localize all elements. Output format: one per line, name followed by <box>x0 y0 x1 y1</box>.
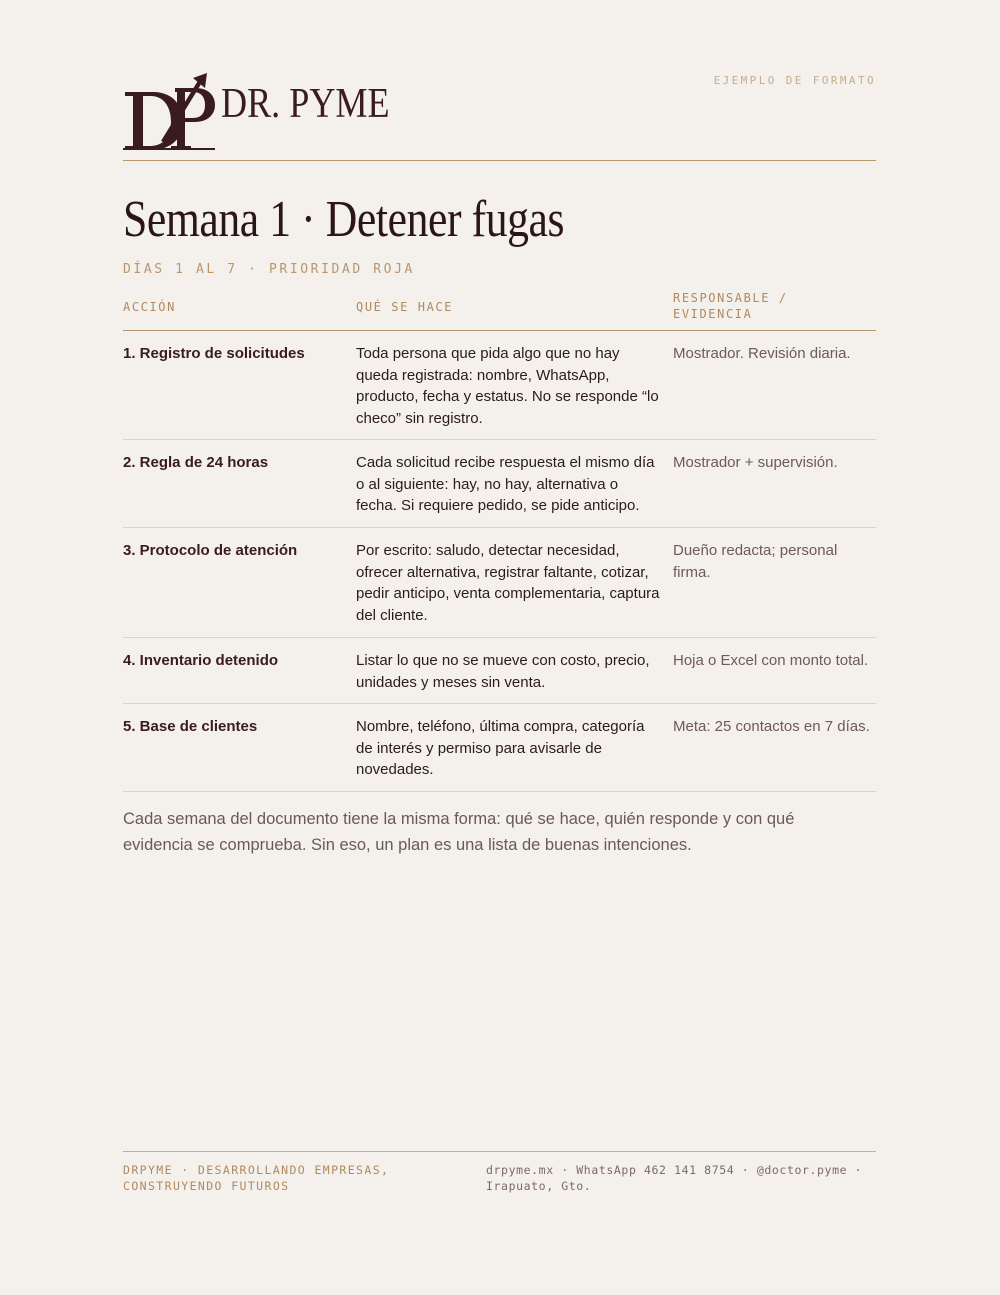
row-action: 4. Inventario detenido <box>123 652 279 669</box>
table-row <box>123 528 876 638</box>
column-header-what: QUÉ SE HACE <box>356 300 454 314</box>
row-owner: Hoja o Excel con monto total. <box>673 652 869 669</box>
row-what: Toda persona que pida algo que no hay queda registrada: nombre, WhatsApp, producto, fecha y estatus. No se responde “lo checo” sin registro. <box>356 345 659 427</box>
row-owner: Dueño redacta; personal firma. <box>673 542 838 581</box>
document-header <box>123 70 876 161</box>
footer-tagline: DRPYME · DESARROLLANDO EMPRESAS, CONSTRUYENDO FUTUROS <box>123 1163 390 1193</box>
format-tag: EJEMPLO DE FORMATO <box>713 74 876 87</box>
row-action: 3. Protocolo de atención <box>123 542 298 559</box>
row-owner: Mostrador. Revisión diaria. <box>673 345 851 362</box>
document-footer <box>123 1151 876 1193</box>
column-header-owner: RESPONSABLE / EVIDENCIA <box>673 291 788 321</box>
page-title: Semana 1 · Detener fugas <box>123 191 565 248</box>
row-what: Cada solicitud recibe respuesta el mismo día o al siguiente: hay, no hay, alternativa o fecha. Si requiere pedido, se pide anticipo. <box>356 454 655 514</box>
row-owner: Meta: 25 contactos en 7 días. <box>673 718 870 735</box>
row-action: 1. Registro de solicitudes <box>123 345 305 362</box>
closing-note: Cada semana del documento tiene la misma forma: qué se hace, quién responde y con qué evidencia se comprueba. Sin eso, un plan es una lista de buenas intenciones. <box>123 810 795 854</box>
row-action: 2. Regla de 24 horas <box>123 454 269 471</box>
dp-monogram-arrow-logo <box>123 72 215 150</box>
footer-contact: drpyme.mx · WhatsApp 462 141 8754 · @doctor.pyme · Irapuato, Gto. <box>486 1163 863 1193</box>
row-what: Por escrito: saludo, detectar necesidad, ofrecer alternativa, registrar faltante, cotizar, pedir anticipo, venta complementaria, captura del cliente. <box>356 542 660 624</box>
action-table <box>123 288 876 792</box>
document-page <box>123 0 876 1295</box>
table-row <box>123 331 876 440</box>
table-header <box>123 288 876 331</box>
row-action: 5. Base de clientes <box>123 718 258 735</box>
row-what: Listar lo que no se mueve con costo, precio, unidades y meses sin venta. <box>356 652 650 691</box>
column-header-action: ACCIÓN <box>123 300 176 314</box>
row-what: Nombre, teléfono, última compra, categoría de interés y permiso para avisarle de novedades. <box>356 718 645 778</box>
page-subtitle: DÍAS 1 AL 7 · PRIORIDAD ROJA <box>123 262 415 277</box>
table-row <box>123 440 876 528</box>
row-owner: Mostrador + supervisión. <box>673 454 838 471</box>
table-row <box>123 638 876 704</box>
brand-name: DR. PYME <box>221 81 390 127</box>
table-row <box>123 704 876 792</box>
